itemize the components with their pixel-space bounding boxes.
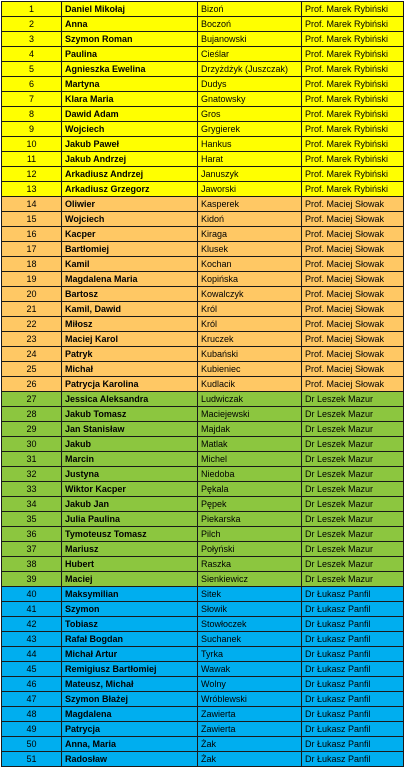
first-name-cell[interactable]: Tobiasz [62,617,198,632]
row-number-cell[interactable]: 44 [2,647,62,662]
table-row [2,272,404,287]
row-number-cell[interactable]: 33 [2,482,62,497]
row-number-cell[interactable]: 20 [2,287,62,302]
last-name-cell[interactable]: Kubański [198,347,302,362]
row-number-cell[interactable]: 21 [2,302,62,317]
row-number-cell[interactable]: 14 [2,197,62,212]
last-name-cell[interactable]: Kopińska [198,272,302,287]
last-name-cell[interactable]: Grygierek [198,122,302,137]
first-name-cell[interactable]: Jakub Andrzej [62,152,198,167]
table-row [2,212,404,227]
supervisor-cell[interactable]: Prof. Marek Rybiński [302,2,404,17]
row-number-cell[interactable]: 49 [2,722,62,737]
table-row [2,437,404,452]
last-name-cell[interactable]: Bujanowski [198,32,302,47]
last-name-cell[interactable]: Gros [198,107,302,122]
last-name-cell[interactable]: Kidoń [198,212,302,227]
supervisor-cell[interactable]: Dr Leszek Mazur [302,572,404,587]
last-name-cell[interactable]: Wawak [198,662,302,677]
supervisor-cell[interactable]: Dr Leszek Mazur [302,527,404,542]
supervisor-cell[interactable]: Dr Łukasz Panfil [302,632,404,647]
last-name-cell[interactable]: Bizoń [198,2,302,17]
table-row [2,422,404,437]
first-name-cell[interactable]: Szymon [62,602,198,617]
first-name-cell[interactable]: Rafał Bogdan [62,632,198,647]
row-number-cell[interactable]: 1 [2,2,62,17]
last-name-cell[interactable]: Harat [198,152,302,167]
table-row [2,707,404,722]
row-number-cell[interactable]: 48 [2,707,62,722]
first-name-cell[interactable]: Jakub Jan [62,497,198,512]
table-row [2,122,404,137]
first-name-cell[interactable]: Martyna [62,77,198,92]
last-name-cell[interactable]: Jaworski [198,182,302,197]
first-name-cell[interactable]: Magdalena [62,707,198,722]
table-row [2,527,404,542]
first-name-cell[interactable]: Patrycja [62,722,198,737]
supervisor-cell[interactable]: Dr Łukasz Panfil [302,707,404,722]
table-row [2,332,404,347]
last-name-cell[interactable]: Boczoń [198,17,302,32]
first-name-cell[interactable]: Jakub [62,437,198,452]
last-name-cell[interactable]: Kubieniec [198,362,302,377]
row-number-cell[interactable]: 19 [2,272,62,287]
row-number-cell[interactable]: 16 [2,227,62,242]
supervisor-cell[interactable]: Dr Łukasz Panfil [302,692,404,707]
first-name-cell[interactable]: Bartosz [62,287,198,302]
row-number-cell[interactable]: 5 [2,62,62,77]
supervisor-cell[interactable]: Dr Łukasz Panfil [302,647,404,662]
row-number-cell[interactable]: 27 [2,392,62,407]
last-name-cell[interactable]: Piekarska [198,512,302,527]
table-row [2,512,404,527]
table-row [2,317,404,332]
row-number-cell[interactable]: 42 [2,617,62,632]
last-name-cell[interactable]: Klusek [198,242,302,257]
last-name-cell[interactable]: Kochan [198,257,302,272]
row-number-cell[interactable]: 43 [2,632,62,647]
table-row [2,227,404,242]
first-name-cell[interactable]: Anna, Maria [62,737,198,752]
last-name-cell[interactable]: Kudlacik [198,377,302,392]
first-name-cell[interactable]: Wiktor Kacper [62,482,198,497]
table-row [2,17,404,32]
first-name-cell[interactable]: Bartłomiej [62,242,198,257]
supervisor-cell[interactable]: Dr Łukasz Panfil [302,587,404,602]
row-number-cell[interactable]: 13 [2,182,62,197]
table-row [2,197,404,212]
row-number-cell[interactable]: 12 [2,167,62,182]
supervisor-cell[interactable]: Prof. Marek Rybiński [302,152,404,167]
last-name-cell[interactable]: Żak [198,752,302,767]
first-name-cell[interactable]: Miłosz [62,317,198,332]
first-name-cell[interactable]: Kamil, Dawid [62,302,198,317]
table-row [2,482,404,497]
first-name-cell[interactable]: Justyna [62,467,198,482]
table-row [2,377,404,392]
supervisor-cell[interactable]: Dr Leszek Mazur [302,437,404,452]
supervisor-cell[interactable]: Prof. Marek Rybiński [302,107,404,122]
first-name-cell[interactable]: Szymon Roman [62,32,198,47]
first-name-cell[interactable]: Jakub Tomasz [62,407,198,422]
table-row [2,452,404,467]
first-name-cell[interactable]: Maciej Karol [62,332,198,347]
row-number-cell[interactable]: 9 [2,122,62,137]
supervisor-cell[interactable]: Dr Łukasz Panfil [302,752,404,767]
table-row [2,572,404,587]
row-number-cell[interactable]: 46 [2,677,62,692]
row-number-cell[interactable]: 3 [2,32,62,47]
supervisor-cell[interactable]: Dr Łukasz Panfil [302,677,404,692]
last-name-cell[interactable]: Stowłoczek [198,617,302,632]
last-name-cell[interactable]: Żak [198,737,302,752]
table-row [2,752,404,767]
first-name-cell[interactable]: Daniel Mikołaj [62,2,198,17]
first-name-cell[interactable]: Mateusz, Michał [62,677,198,692]
supervisor-cell[interactable]: Prof. Marek Rybiński [302,137,404,152]
table-row [2,137,404,152]
first-name-cell[interactable]: Patryk [62,347,198,362]
last-name-cell[interactable]: Połyński [198,542,302,557]
last-name-cell[interactable]: Drzyżdżyk (Juszczak) [198,62,302,77]
row-number-cell[interactable]: 37 [2,542,62,557]
last-name-cell[interactable]: Sitek [198,587,302,602]
last-name-cell[interactable]: Raszka [198,557,302,572]
table-row [2,257,404,272]
supervisor-cell[interactable]: Dr Leszek Mazur [302,407,404,422]
roster-body [2,2,404,767]
supervisor-cell[interactable]: Dr Łukasz Panfil [302,722,404,737]
row-number-cell[interactable]: 8 [2,107,62,122]
table-row [2,722,404,737]
supervisor-cell[interactable]: Prof. Marek Rybiński [302,92,404,107]
supervisor-cell[interactable]: Dr Leszek Mazur [302,497,404,512]
supervisor-cell[interactable]: Dr Łukasz Panfil [302,737,404,752]
last-name-cell[interactable]: Słowik [198,602,302,617]
table-row [2,617,404,632]
last-name-cell[interactable]: Ludwiczak [198,392,302,407]
first-name-cell[interactable]: Wojciech [62,122,198,137]
first-name-cell[interactable]: Patrycja Karolina [62,377,198,392]
table-row [2,92,404,107]
supervisor-cell[interactable]: Dr Łukasz Panfil [302,602,404,617]
table-row [2,77,404,92]
table-row [2,407,404,422]
first-name-cell[interactable]: Arkadiusz Grzegorz [62,182,198,197]
table-row [2,167,404,182]
table-row [2,347,404,362]
table-row [2,542,404,557]
first-name-cell[interactable]: Maciej [62,572,198,587]
last-name-cell[interactable]: Pilch [198,527,302,542]
last-name-cell[interactable]: Pękala [198,482,302,497]
supervisor-cell[interactable]: Dr Leszek Mazur [302,542,404,557]
row-number-cell[interactable]: 39 [2,572,62,587]
row-number-cell[interactable]: 25 [2,362,62,377]
row-number-cell[interactable]: 2 [2,17,62,32]
table-row [2,647,404,662]
first-name-cell[interactable]: Jan Stanisław [62,422,198,437]
supervisor-cell[interactable]: Dr Łukasz Panfil [302,617,404,632]
row-number-cell[interactable]: 28 [2,407,62,422]
row-number-cell[interactable]: 18 [2,257,62,272]
first-name-cell[interactable]: Wojciech [62,212,198,227]
supervisor-cell[interactable]: Dr Leszek Mazur [302,467,404,482]
last-name-cell[interactable]: Maciejewski [198,407,302,422]
row-number-cell[interactable]: 45 [2,662,62,677]
supervisor-cell[interactable]: Prof. Marek Rybiński [302,182,404,197]
first-name-cell[interactable]: Dawid Adam [62,107,198,122]
table-row [2,497,404,512]
first-name-cell[interactable]: Radosław [62,752,198,767]
first-name-cell[interactable]: Kacper [62,227,198,242]
supervisor-cell[interactable]: Prof. Maciej Słowak [302,302,404,317]
row-number-cell[interactable]: 24 [2,347,62,362]
first-name-cell[interactable]: Szymon Błażej [62,692,198,707]
table-row [2,662,404,677]
last-name-cell[interactable]: Dudys [198,77,302,92]
supervisor-cell[interactable]: Prof. Maciej Słowak [302,197,404,212]
row-number-cell[interactable]: 47 [2,692,62,707]
row-number-cell[interactable]: 31 [2,452,62,467]
supervisor-cell[interactable]: Prof. Marek Rybiński [302,47,404,62]
table-row [2,62,404,77]
supervisor-cell[interactable]: Dr Łukasz Panfil [302,662,404,677]
last-name-cell[interactable]: Król [198,302,302,317]
first-name-cell[interactable]: Remigiusz Bartłomiej [62,662,198,677]
first-name-cell[interactable]: Marcin [62,452,198,467]
table-row [2,362,404,377]
supervisor-cell[interactable]: Prof. Maciej Słowak [302,257,404,272]
first-name-cell[interactable]: Michał Artur [62,647,198,662]
row-number-cell[interactable]: 36 [2,527,62,542]
table-row [2,587,404,602]
table-row [2,107,404,122]
first-name-cell[interactable]: Michał [62,362,198,377]
supervisor-cell[interactable]: Prof. Marek Rybiński [302,167,404,182]
first-name-cell[interactable]: Julia Paulina [62,512,198,527]
supervisor-cell[interactable]: Prof. Marek Rybiński [302,77,404,92]
first-name-cell[interactable]: Arkadiusz Andrzej [62,167,198,182]
supervisor-cell[interactable]: Prof. Maciej Słowak [302,347,404,362]
last-name-cell[interactable]: Hankus [198,137,302,152]
last-name-cell[interactable]: Król [198,317,302,332]
first-name-cell[interactable]: Jessica Aleksandra [62,392,198,407]
table-row [2,602,404,617]
supervisor-cell[interactable]: Dr Leszek Mazur [302,452,404,467]
supervisor-cell[interactable]: Prof. Maciej Słowak [302,287,404,302]
last-name-cell[interactable]: Wolny [198,677,302,692]
first-name-cell[interactable]: Hubert [62,557,198,572]
last-name-cell[interactable]: Zawierta [198,707,302,722]
first-name-cell[interactable]: Anna [62,17,198,32]
supervisor-cell[interactable]: Prof. Marek Rybiński [302,17,404,32]
row-number-cell[interactable]: 23 [2,332,62,347]
table-row [2,737,404,752]
table-row [2,467,404,482]
first-name-cell[interactable]: Jakub Paweł [62,137,198,152]
row-number-cell[interactable]: 22 [2,317,62,332]
supervisor-cell[interactable]: Prof. Maciej Słowak [302,212,404,227]
table-row [2,557,404,572]
table-row [2,392,404,407]
table-row [2,677,404,692]
row-number-cell[interactable]: 4 [2,47,62,62]
supervisor-cell[interactable]: Prof. Marek Rybiński [302,122,404,137]
last-name-cell[interactable]: Kasperek [198,197,302,212]
row-number-cell[interactable]: 41 [2,602,62,617]
table-row [2,287,404,302]
first-name-cell[interactable]: Magdalena Maria [62,272,198,287]
last-name-cell[interactable]: Matlak [198,437,302,452]
last-name-cell[interactable]: Kruczek [198,332,302,347]
first-name-cell[interactable]: Agnieszka Ewelina [62,62,198,77]
row-number-cell[interactable]: 51 [2,752,62,767]
first-name-cell[interactable]: Tymoteusz Tomasz [62,527,198,542]
table-row [2,47,404,62]
supervisor-cell[interactable]: Prof. Marek Rybiński [302,32,404,47]
first-name-cell[interactable]: Mariusz [62,542,198,557]
supervisor-cell[interactable]: Dr Leszek Mazur [302,557,404,572]
row-number-cell[interactable]: 17 [2,242,62,257]
supervisor-cell[interactable]: Prof. Maciej Słowak [302,317,404,332]
last-name-cell[interactable]: Suchanek [198,632,302,647]
supervisor-cell[interactable]: Prof. Maciej Słowak [302,362,404,377]
supervisor-cell[interactable]: Prof. Marek Rybiński [302,62,404,77]
table-row [2,32,404,47]
table-row [2,182,404,197]
row-number-cell[interactable]: 50 [2,737,62,752]
last-name-cell[interactable]: Zawierta [198,722,302,737]
row-number-cell[interactable]: 6 [2,77,62,92]
row-number-cell[interactable]: 30 [2,437,62,452]
first-name-cell[interactable]: Kamil [62,257,198,272]
row-number-cell[interactable]: 15 [2,212,62,227]
supervisor-cell[interactable]: Prof. Maciej Słowak [302,242,404,257]
supervisor-cell[interactable]: Dr Leszek Mazur [302,482,404,497]
supervisor-cell[interactable]: Prof. Maciej Słowak [302,332,404,347]
supervisor-cell[interactable]: Dr Leszek Mazur [302,512,404,527]
last-name-cell[interactable]: Pępek [198,497,302,512]
table-row [2,692,404,707]
supervisor-cell[interactable]: Prof. Maciej Słowak [302,272,404,287]
last-name-cell[interactable]: Kiraga [198,227,302,242]
last-name-cell[interactable]: Gnatowsky [198,92,302,107]
table-row [2,632,404,647]
last-name-cell[interactable]: Niedoba [198,467,302,482]
student-roster-table [1,1,404,767]
row-number-cell[interactable]: 29 [2,422,62,437]
row-number-cell[interactable]: 10 [2,137,62,152]
row-number-cell[interactable]: 34 [2,497,62,512]
last-name-cell[interactable]: Cieślar [198,47,302,62]
table-row [2,2,404,17]
last-name-cell[interactable]: Sienkiewicz [198,572,302,587]
table-row [2,152,404,167]
supervisor-cell[interactable]: Prof. Maciej Słowak [302,227,404,242]
last-name-cell[interactable]: Kowalczyk [198,287,302,302]
supervisor-cell[interactable]: Dr Leszek Mazur [302,392,404,407]
row-number-cell[interactable]: 38 [2,557,62,572]
supervisor-cell[interactable]: Prof. Maciej Słowak [302,377,404,392]
table-row [2,302,404,317]
last-name-cell[interactable]: Wróblewski [198,692,302,707]
last-name-cell[interactable]: Michel [198,452,302,467]
first-name-cell[interactable]: Klara Maria [62,92,198,107]
row-number-cell[interactable]: 40 [2,587,62,602]
row-number-cell[interactable]: 7 [2,92,62,107]
row-number-cell[interactable]: 26 [2,377,62,392]
supervisor-cell[interactable]: Dr Leszek Mazur [302,422,404,437]
row-number-cell[interactable]: 11 [2,152,62,167]
last-name-cell[interactable]: Januszyk [198,167,302,182]
first-name-cell[interactable]: Maksymilian [62,587,198,602]
first-name-cell[interactable]: Paulina [62,47,198,62]
table-row [2,242,404,257]
last-name-cell[interactable]: Tyrka [198,647,302,662]
row-number-cell[interactable]: 35 [2,512,62,527]
last-name-cell[interactable]: Majdak [198,422,302,437]
row-number-cell[interactable]: 32 [2,467,62,482]
first-name-cell[interactable]: Oliwier [62,197,198,212]
